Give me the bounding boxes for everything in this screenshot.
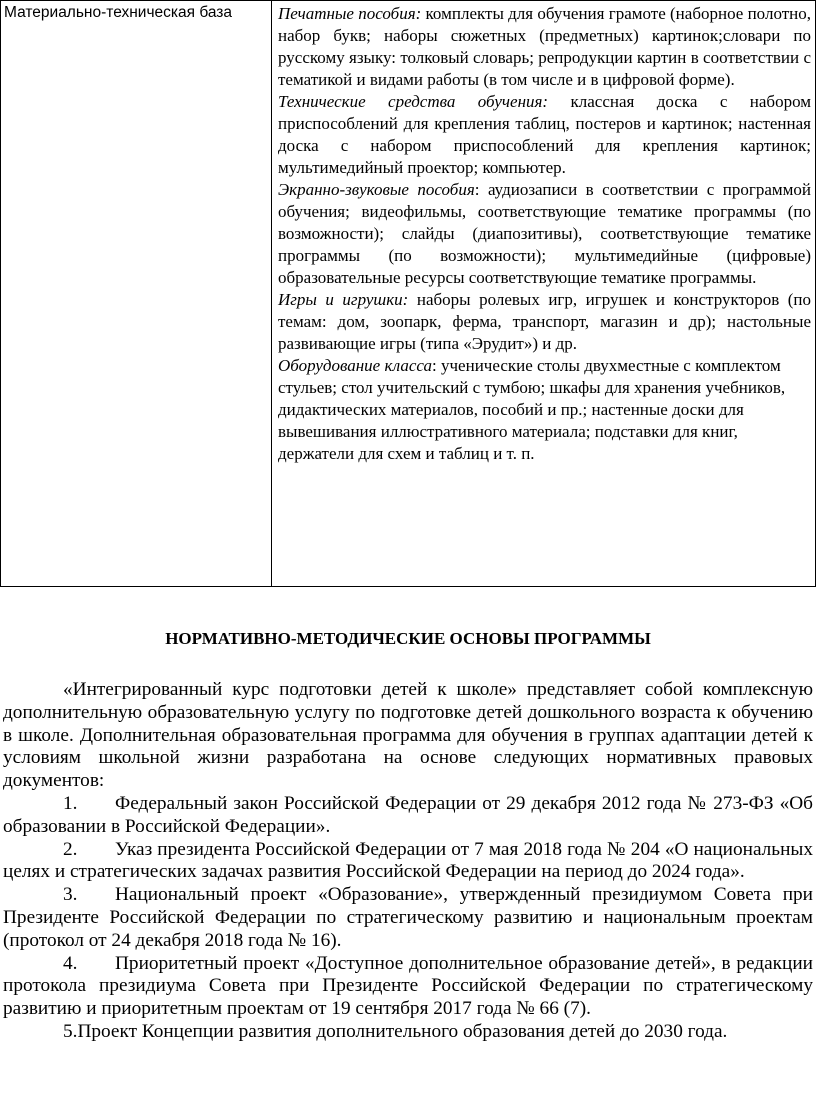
document-body <box>3 679 813 1044</box>
list-text: Федеральный закон Российской Федерации от 29 декабря 2012 года № 273-ФЗ «Об образовании в Российской Федерации». <box>3 792 813 837</box>
cell-paragraph <box>278 355 811 465</box>
cell-paragraph <box>278 289 811 355</box>
cell-label: Экранно-звуковые пособия <box>278 180 475 199</box>
cell-text: : ученические столы двухместные с комплектом стульев; стол учительский с тумбою; шкафы для хранения учебников, дидактических материалов, пособий и пр.; настенные доски для вывешивания иллюстративного материала; подставки для книг, держатели для схем и таблиц и т. п. <box>278 356 786 463</box>
cell-paragraph <box>278 179 811 289</box>
table-cell-label <box>1 1 272 587</box>
list-text: Национальный проект «Образование», утвержденный президиумом Совета при Президенте Российской Федерации по стратегическому развитию и национальным проектам (протокол от 24 декабря 2018 года № 16). <box>3 884 813 951</box>
cell-text: наборы ролевых игр, игрушек и конструкторов (по темам: дом, зоопарк, ферма, транспорт, магазин и др); настольные развивающие игры (типа «Эрудит») и др. <box>278 290 811 353</box>
table-row <box>1 1 816 587</box>
left-cell-text: Материально-техническая база <box>4 4 233 21</box>
list-text: Приоритетный проект «Доступное дополнительное образование детей», в редакции протокола президиума Совета при Президенте Российской Федерации по стратегическому развитию и приоритетным проектам от 19 сентября 2017 года № 66 (7). <box>3 952 813 1020</box>
cell-text: классная доска с набором приспособлений для крепления таблиц, постеров и картинок; настенная доска с набором приспособлений для крепления картинок; мультимедийный проектор; компьютер. <box>278 92 811 177</box>
cell-label: Игры и игрушки: <box>278 290 409 309</box>
cell-label: Технические средства обучения: <box>278 92 549 111</box>
list-text: Указ президента Российской Федерации от 7 мая 2018 года № 204 «О национальных целях и стратегических задачах развития Российской Федерации на период до 2024 года». <box>3 838 813 883</box>
cell-text: комплекты для обучения грамоте (наборное полотно, набор букв; наборы сюжетных (предметных) картинок;словари по русскому языку: толковый словарь; репродукции картин в соответствии с тематикой и видами работы (в том числе и в цифровой форме). <box>278 4 811 89</box>
list-item <box>3 884 813 952</box>
list-number: 3. <box>63 884 78 906</box>
intro-paragraph: «Интегрированный курс подготовки детей к школе» представляет собой комплексную дополнительную образовательную услугу по подготовке детей дошкольного возраста к обучению в школе. Дополнительная образовательная программа для обучения в группах адаптации детей к условиям школьной жизни разработана на основе следующих нормативных правовых документов: <box>3 679 813 792</box>
list-number: 1. <box>63 792 78 814</box>
list-item <box>3 793 813 839</box>
cell-label: Печатные пособия: <box>278 4 422 23</box>
cell-label: Оборудование класса <box>278 356 433 375</box>
list-number: 4. <box>63 952 78 974</box>
list-item <box>3 953 813 1021</box>
cell-text: : аудиозаписи в соответствии с программой обучения; видеофильмы, соответствующие тематике программы (по возможности); слайды (диапозитивы), соответствующие тематике программы (по возможности); мультимедийные (цифровые) образовательные ресурсы соответствующие тематике программы. <box>278 180 811 287</box>
list-item <box>3 839 813 885</box>
table-cell-content <box>272 1 816 587</box>
cell-paragraph <box>278 3 811 91</box>
list-number: 2. <box>63 838 78 860</box>
section-heading: НОРМАТИВНО-МЕТОДИЧЕСКИЕ ОСНОВЫ ПРОГРАММЫ <box>165 629 651 648</box>
list-item-5: 5.Проект Концепции развития дополнительного образования детей до 2030 года. <box>63 1020 728 1042</box>
cell-paragraph <box>278 91 811 179</box>
